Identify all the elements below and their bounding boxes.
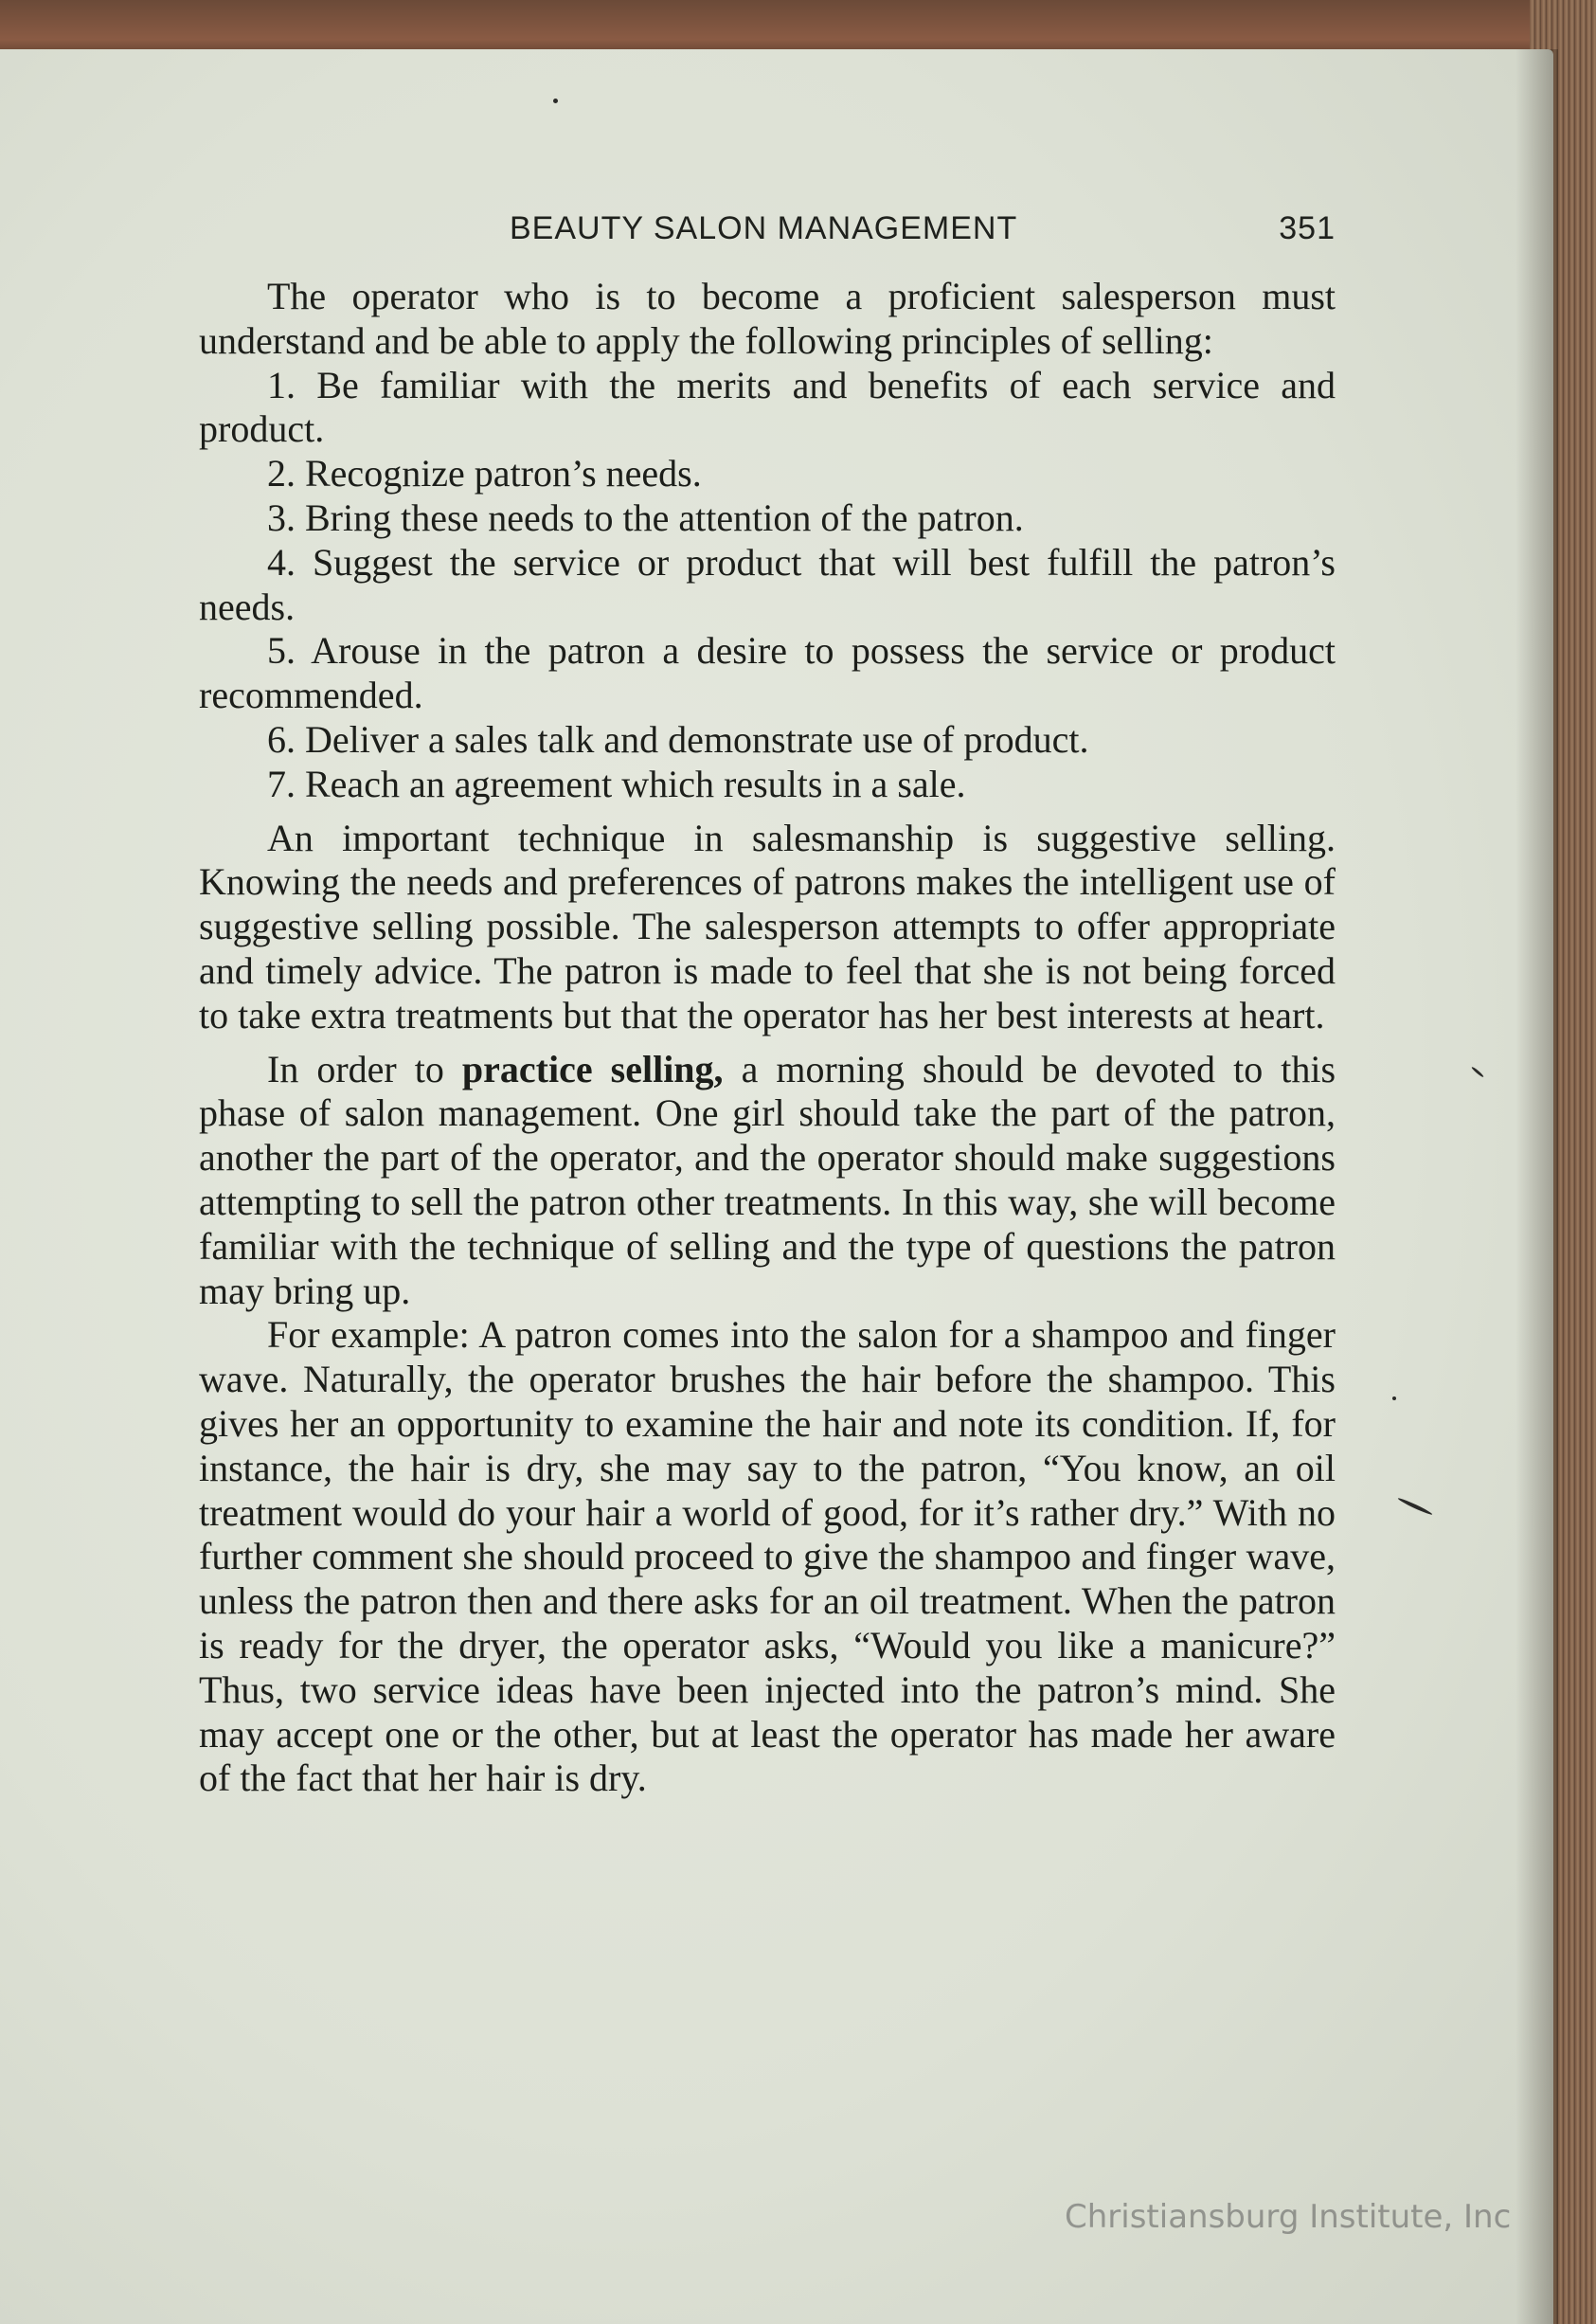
principle-item: 3. Bring these needs to the attention of the patron. [267, 495, 1024, 539]
example-paragraph: For example: A patron comes into the salon for a shampoo and finger wave. Naturally, the operator brushes the hair before the shampoo. This gives her an opportunity to examine the hair and note its condition. If, for instance, the hair is dry, she may say to the patron, “You know, an oil treatment would do your hair a world of good, for it’s rather dry.” With no further comment she should proceed to give the shampoo and finger wave, unless the patron then and there asks for an oil treatment. When the patron is ready for the dryer, the operator asks, “Would you like a manicure?” Thus, two service ideas have been injected into the patron’s mind. She may accept one or the other, but at least the operator has made her aware of the fact that her hair is dry. [199, 1313, 1336, 1800]
principle-item: 7. Reach an agreement which results in a sale. [267, 762, 966, 805]
page-gutter-shadow [1515, 49, 1558, 2324]
principle-item: 6. Deliver a sales talk and demonstrate use of product. [267, 717, 1089, 761]
practice-text-lead: In order to [267, 1047, 462, 1090]
suggestive-selling-paragraph: An important technique in salesmanship is suggestive selling. Knowing the needs and preferences of patrons makes the intelligent use of suggestive selling possible. The salesperson attempts to offer appropriate and timely advice. The patron is made to feel that she is not being forced to take extra treatments but that the operator has her best interests at heart. [199, 816, 1336, 1036]
paper-speck [553, 99, 558, 103]
principle-item: 2. Recognize patron’s needs. [267, 452, 702, 495]
practice-selling-term: practice selling, [461, 1047, 724, 1090]
principle-item: 5. Arouse in the patron a desire to possess the service or product recommended. [199, 629, 1336, 717]
intro-paragraph: The operator who is to become a proficient salesperson must understand and be able to apply the following principles of selling: [199, 275, 1336, 362]
principle-item: 4. Suggest the service or product that will best fulfill the patron’s needs. [199, 540, 1336, 628]
principle-item: 1. Be familiar with the merits and benefits of each service and product. [199, 363, 1336, 451]
body-text [199, 275, 1336, 1801]
running-title: BEAUTY SALON MANAGEMENT [510, 210, 1018, 246]
paper-speck [1392, 1396, 1396, 1400]
practice-selling-paragraph [199, 1048, 1336, 1314]
practice-text-rest: a morning should be devoted to this phase of salon management. One girl should take the part of the patron, another the part of the operator, and the operator should make suggestions attempting to sell the patron other treatments. In this way, she will become familiar with the technique of selling and the type of questions the patron may bring up. [199, 1047, 1336, 1312]
watermark: Christiansburg Institute, Inc [1065, 2198, 1512, 2236]
page-header [199, 210, 1336, 254]
page-number: 351 [1279, 210, 1336, 246]
